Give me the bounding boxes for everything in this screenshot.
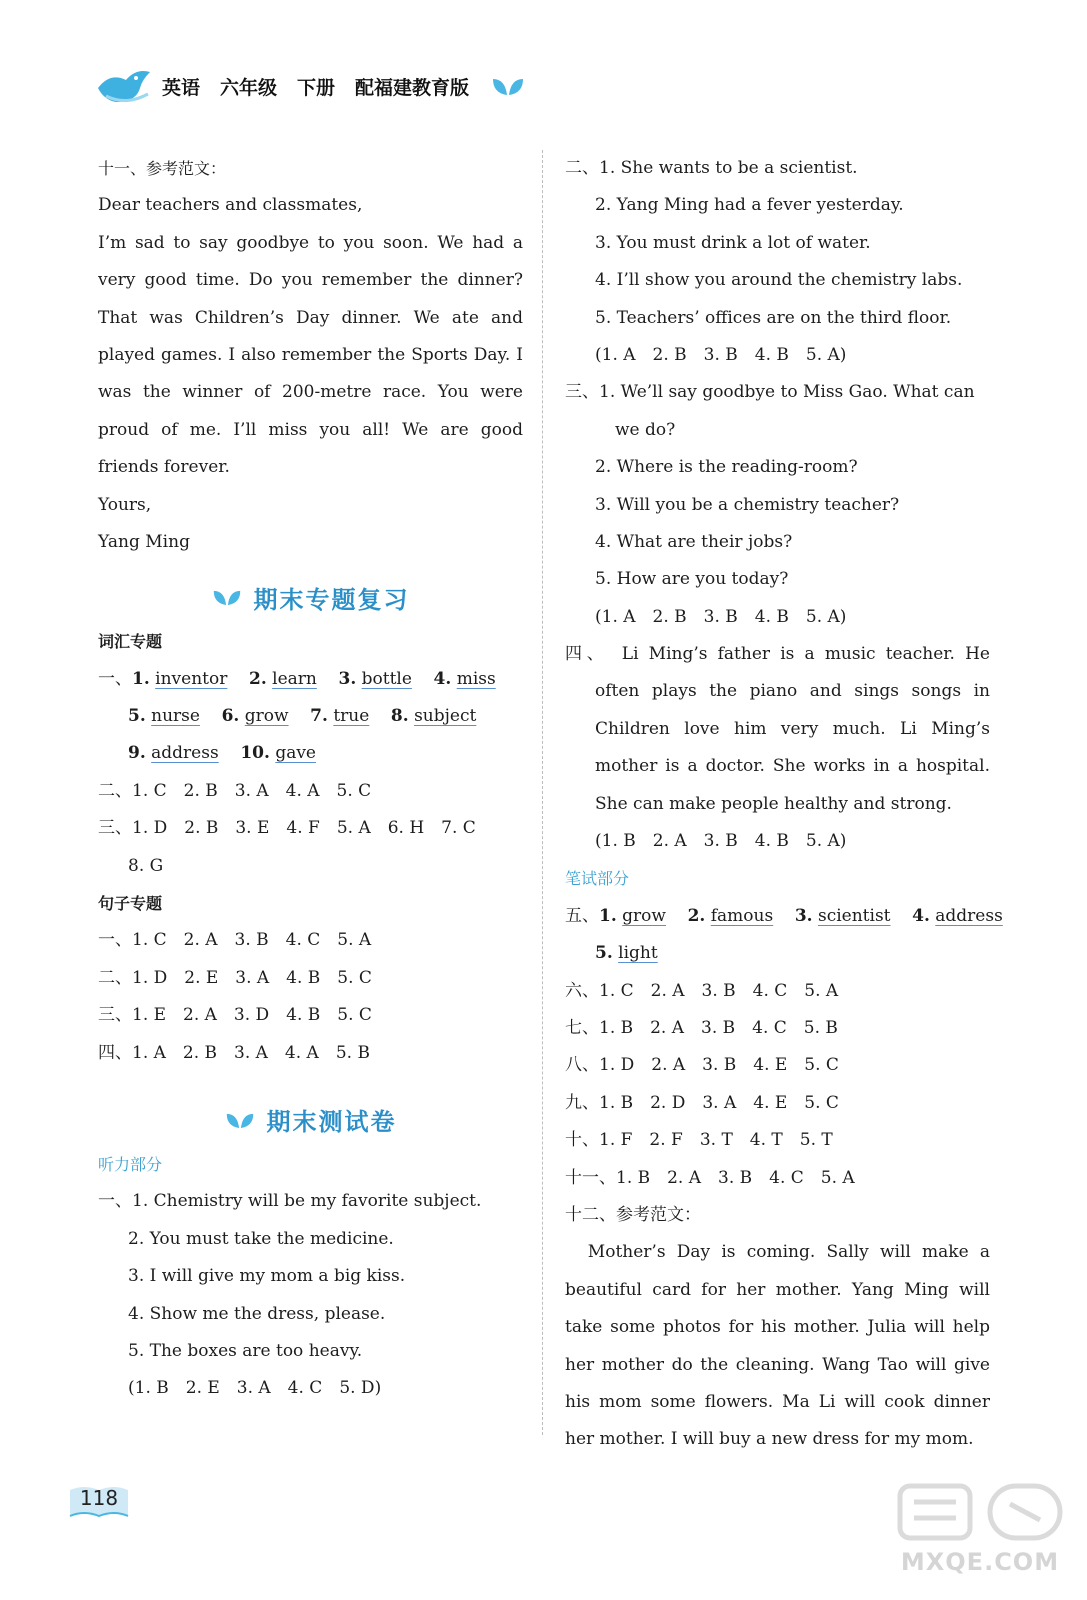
- right-column: [565, 150, 1003, 1459]
- header-volume: 下册: [297, 76, 336, 99]
- essay-line: Dear teachers and classmates,: [98, 195, 363, 216]
- answer-word: learn: [272, 668, 317, 689]
- vocab-heading: 词汇专题: [98, 632, 163, 652]
- item-number: 6.: [221, 706, 240, 727]
- answer-line: 5. How are you today?: [595, 569, 789, 590]
- answer-line: 二、1. She wants to be a scientist.: [565, 158, 858, 178]
- answer-line: She can make people healthy and strong.: [595, 793, 952, 814]
- answer-line: (1. B 2. E 3. A 4. C 5. D): [128, 1378, 382, 1399]
- watermark-logo-icon: [890, 1478, 1070, 1548]
- answer-row: 一、1. C 2. A 3. B 4. C 5. A: [98, 930, 372, 951]
- answer-word: light: [618, 943, 658, 964]
- item-number: 3.: [338, 668, 357, 689]
- answer-word: gave: [275, 743, 316, 764]
- answer-line: 4. Show me the dress, please.: [128, 1303, 386, 1324]
- answer-line: 5. The boxes are too heavy.: [128, 1340, 363, 1361]
- listening-heading: 听力部分: [98, 1154, 163, 1174]
- watermark: [890, 1478, 1070, 1578]
- essay-line: was the winner of 200-metre race. You were: [98, 382, 523, 403]
- answer-line: 四、 Li Ming’s father is a music teacher. He: [565, 644, 990, 665]
- answer-word: address: [151, 743, 219, 764]
- answer-row: 三、1. E 2. A 3. D 4. B 5. C: [98, 1005, 372, 1026]
- answer-line: mother is a doctor. She works in a hospital.: [595, 756, 990, 777]
- item-number: 7.: [310, 706, 328, 727]
- answer-word: nurse: [151, 706, 200, 727]
- answer-row: 六、1. C 2. A 3. B 4. C 5. A: [565, 980, 839, 1001]
- question-number: 五、: [565, 905, 599, 926]
- answer-row: 二、1. D 2. E 3. A 4. B 5. C: [98, 967, 372, 988]
- answer-line: (1. A 2. B 3. B 4. B 5. A): [595, 606, 847, 627]
- item-number: 4.: [912, 905, 930, 926]
- answer-row: 8. G: [128, 855, 164, 876]
- leaf-icon: [491, 75, 525, 97]
- answer-line: often plays the piano and sings songs in: [595, 681, 990, 702]
- answer-word: subject: [414, 706, 477, 727]
- leaf-icon: [212, 586, 242, 608]
- essay-line: beautiful card for her mother. Yang Ming will: [565, 1279, 990, 1300]
- item-number: 9.: [128, 743, 146, 764]
- column-divider: [542, 150, 543, 1435]
- item-number: 5.: [595, 943, 613, 964]
- answer-row: 二、1. C 2. B 3. A 4. A 5. C: [98, 780, 372, 801]
- answer-line: 4. I’ll show you around the chemistry labs.: [595, 270, 963, 291]
- item-number: 3.: [794, 905, 813, 926]
- answer-row: 十一、1. B 2. A 3. B 4. C 5. A: [565, 1167, 855, 1188]
- page-number: [68, 1484, 130, 1520]
- section-heading-review: [98, 575, 523, 619]
- essay-heading-11: 十一、参考范文：: [98, 159, 227, 178]
- answer-word: address: [935, 905, 1003, 926]
- header-edition: 配福建教育版: [355, 76, 470, 99]
- page-number-text: 118: [79, 1486, 119, 1510]
- answer-word: grow: [244, 706, 289, 727]
- answer-line: 3. Will you be a chemistry teacher?: [595, 494, 900, 515]
- essay-line: his mom some flowers. Ma Li will cook dinner: [565, 1391, 990, 1412]
- answer-line: (1. A 2. B 3. B 4. B 5. A): [595, 344, 847, 365]
- item-number: 1.: [599, 905, 617, 926]
- answer-line: 3. I will give my mom a big kiss.: [128, 1266, 406, 1287]
- left-column: [98, 150, 523, 1408]
- essay-line: friends forever.: [98, 457, 230, 478]
- essay-line: take some photos for his mother. Julia will help: [565, 1317, 990, 1338]
- answer-row: 七、1. B 2. A 3. B 4. C 5. B: [565, 1017, 838, 1038]
- page-header: [96, 64, 525, 108]
- answer-row: 四、1. A 2. B 3. A 4. A 5. B: [98, 1042, 370, 1063]
- leaf-icon: [225, 1109, 255, 1131]
- essay-line: I’m sad to say goodbye to you soon. We had a: [98, 232, 523, 253]
- essay-line: her mother. I will buy a new dress for my mom.: [565, 1429, 974, 1450]
- answer-line: 4. What are their jobs?: [595, 531, 793, 552]
- section-heading-test: [98, 1098, 523, 1142]
- answer-line: 2. You must take the medicine.: [128, 1228, 394, 1249]
- essay-line: proud of me. I’ll miss you all! We are good: [98, 419, 523, 440]
- header-subject: 英语: [162, 76, 201, 99]
- item-number: 4.: [433, 668, 452, 689]
- answer-word: bottle: [361, 668, 412, 689]
- answer-word: grow: [622, 905, 666, 926]
- answer-word: miss: [456, 668, 496, 689]
- header-title: [162, 73, 489, 100]
- essay-line: Yours,: [98, 494, 152, 515]
- answer-row: 九、1. B 2. D 3. A 4. E 5. C: [565, 1092, 839, 1113]
- item-number: 2.: [687, 905, 706, 926]
- sentence-heading: 句子专题: [98, 894, 163, 914]
- question-number: 一、: [98, 668, 132, 689]
- item-number: 10.: [240, 743, 270, 764]
- answer-line: we do?: [615, 419, 676, 440]
- item-number: 1.: [132, 668, 150, 689]
- answer-row: [98, 735, 523, 772]
- written-heading: 笔试部分: [565, 869, 630, 889]
- answer-word: famous: [710, 905, 774, 926]
- answer-line: 三、1. We’ll say goodbye to Miss Gao. What can: [565, 382, 975, 403]
- essay-line: played games. I also remember the Sports Day. I: [98, 344, 523, 365]
- answer-row: [98, 661, 523, 698]
- item-number: 2.: [248, 668, 267, 689]
- essay-line: Mother’s Day is coming. Sally will make a: [565, 1242, 990, 1263]
- answer-line: 一、1. Chemistry will be my favorite subject.: [98, 1191, 482, 1212]
- section-title: 期末测试卷: [266, 1107, 397, 1137]
- essay-heading-12: 十二、参考范文：: [565, 1204, 701, 1225]
- answer-line: 5. Teachers’ offices are on the third floor.: [595, 307, 952, 328]
- answer-row: 十、1. F 2. F 3. T 4. T 5. T: [565, 1130, 833, 1151]
- watermark-text: MXQE.COM: [900, 1548, 1060, 1576]
- answer-row: 八、1. D 2. A 3. B 4. E 5. C: [565, 1055, 839, 1076]
- essay-line: That was Children’s Day dinner. We ate and: [98, 307, 523, 328]
- answer-word: scientist: [817, 905, 891, 926]
- essay-line: very good time. Do you remember the dinner?: [98, 270, 523, 291]
- item-number: 8.: [390, 706, 409, 727]
- answer-row: [98, 698, 523, 735]
- answer-word: true: [333, 706, 370, 727]
- answer-line: 2. Yang Ming had a fever yesterday.: [595, 195, 904, 216]
- answer-row: 三、1. D 2. B 3. E 4. F 5. A 6. H 7. C: [98, 818, 476, 839]
- answer-row: [565, 898, 1003, 935]
- essay-line: Yang Ming: [98, 531, 190, 552]
- answer-word: inventor: [155, 668, 228, 689]
- section-title: 期末专题复习: [253, 584, 410, 614]
- bird-logo-icon: [96, 66, 154, 106]
- answer-line: 2. Where is the reading-room?: [595, 457, 858, 478]
- answer-row: [565, 935, 990, 972]
- item-number: 5.: [128, 706, 146, 727]
- answer-line: (1. B 2. A 3. B 4. B 5. A): [595, 831, 847, 852]
- essay-line: her mother do the cleaning. Wang Tao will give: [565, 1354, 990, 1375]
- answer-line: Children love him very much. Li Ming’s: [595, 718, 990, 739]
- answer-line: 3. You must drink a lot of water.: [595, 232, 871, 253]
- header-grade: 六年级: [220, 76, 278, 99]
